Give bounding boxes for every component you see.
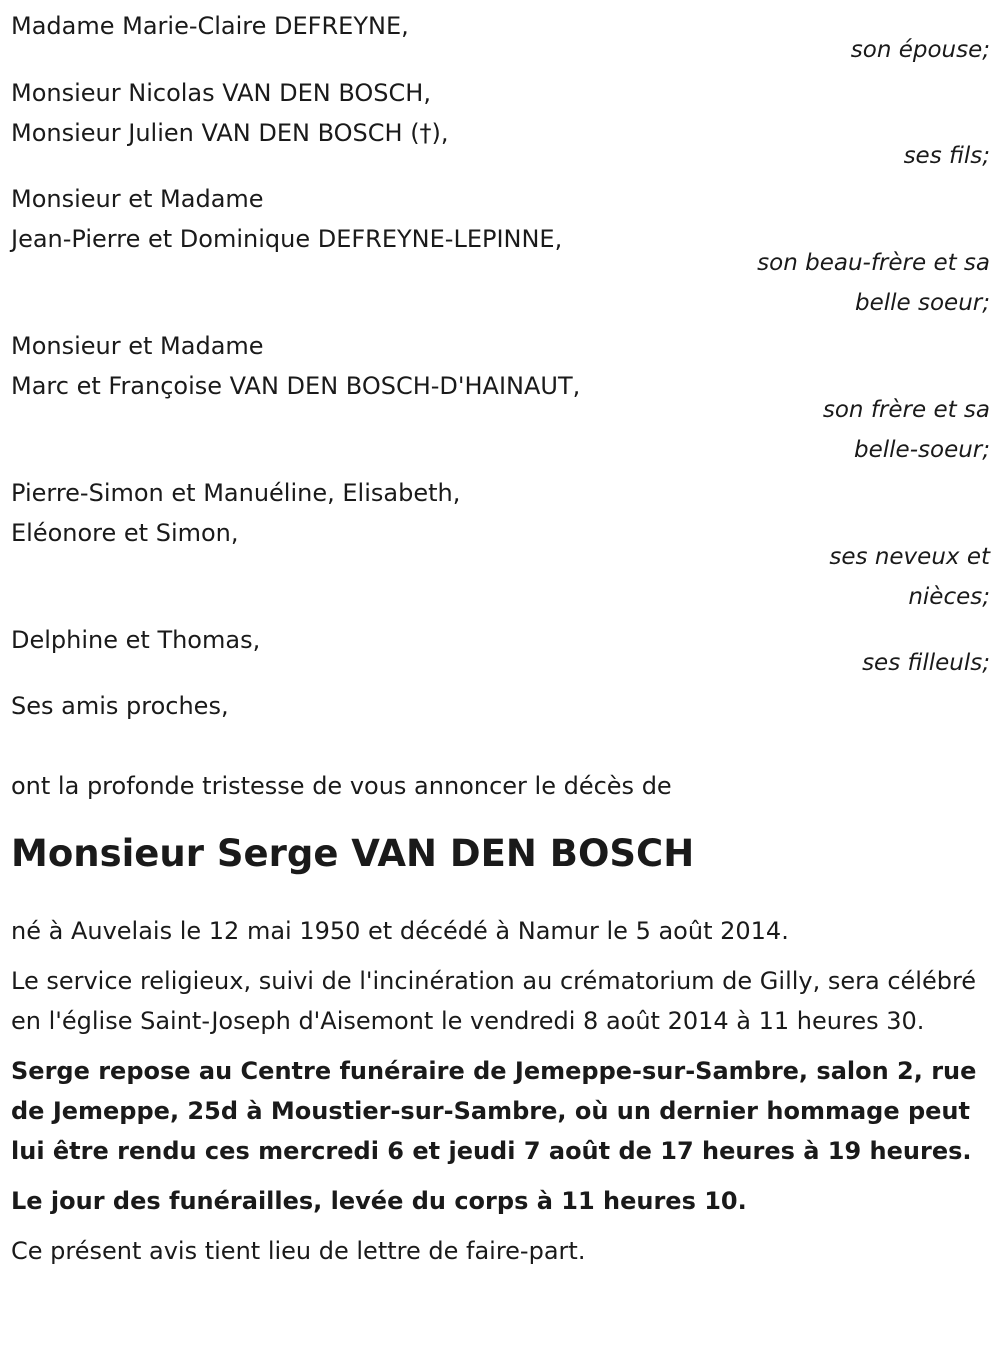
relation-label: nièces; bbox=[908, 584, 990, 610]
closing-text: Ce présent avis tient lieu de lettre de faire-part. bbox=[11, 1237, 586, 1265]
family-line: Delphine et Thomas, bbox=[11, 626, 261, 654]
birth-death-text: né à Auvelais le 12 mai 1950 et décédé à Namur le 5 août 2014. bbox=[11, 917, 789, 945]
family-line: Monsieur Nicolas VAN DEN BOSCH, bbox=[11, 79, 431, 107]
family-line: Monsieur et Madame bbox=[11, 185, 264, 213]
family-line: Pierre-Simon et Manuéline, Elisabeth, bbox=[11, 479, 461, 507]
relation-label: son épouse; bbox=[850, 37, 990, 63]
family-line: Jean-Pierre et Dominique DEFREYNE-LEPINNE, bbox=[11, 225, 563, 253]
relation-label: belle soeur; bbox=[855, 290, 990, 316]
family-group-brother bbox=[11, 326, 990, 470]
family-group-brother-in-law bbox=[11, 179, 990, 323]
relation-label: ses neveux et bbox=[829, 544, 990, 570]
relation-label: ses filleuls; bbox=[862, 650, 990, 676]
family-group-godchildren bbox=[11, 620, 990, 683]
family-group-nephews bbox=[11, 473, 990, 617]
family-group-spouse bbox=[11, 6, 990, 70]
family-line: Marc et Françoise VAN DEN BOSCH-D'HAINAUT, bbox=[11, 372, 581, 400]
relation-label: son beau-frère et sa bbox=[757, 250, 990, 276]
family-group-friends bbox=[11, 686, 990, 726]
family-line: Monsieur et Madame bbox=[11, 332, 264, 360]
service-text: Le service religieux, suivi de l'incinération au crématorium de Gilly, sera célébré en l'église Saint-Joseph d'Aisemont le vendredi 8 août 2014 à 11 heures 30. bbox=[11, 967, 977, 1035]
funeral-day-text: Le jour des funérailles, levée du corps à 11 heures 10. bbox=[11, 1187, 747, 1215]
viewing-text: Serge repose au Centre funéraire de Jemeppe-sur-Sambre, salon 2, rue de Jemeppe, 25d à Moustier-sur-Sambre, où un dernier hommage peut lui être rendu ces mercredi 6 et jeudi 7 août de 17 heures à 19 heures. bbox=[11, 1057, 977, 1165]
announcement-text: ont la profonde tristesse de vous annoncer le décès de bbox=[11, 772, 672, 800]
relation-label: ses fils; bbox=[903, 143, 990, 169]
family-line: Eléonore et Simon, bbox=[11, 519, 239, 547]
obituary-notice bbox=[11, 6, 990, 1281]
relation-label: son frère et sa bbox=[822, 397, 990, 423]
family-group-sons bbox=[11, 73, 990, 176]
family-line: Madame Marie-Claire DEFREYNE, bbox=[11, 12, 409, 40]
family-line: Ses amis proches, bbox=[11, 692, 229, 720]
deceased-name: Monsieur Serge VAN DEN BOSCH bbox=[11, 832, 695, 875]
relation-label: belle-soeur; bbox=[854, 437, 990, 463]
family-line: Monsieur Julien VAN DEN BOSCH (†), bbox=[11, 119, 449, 147]
